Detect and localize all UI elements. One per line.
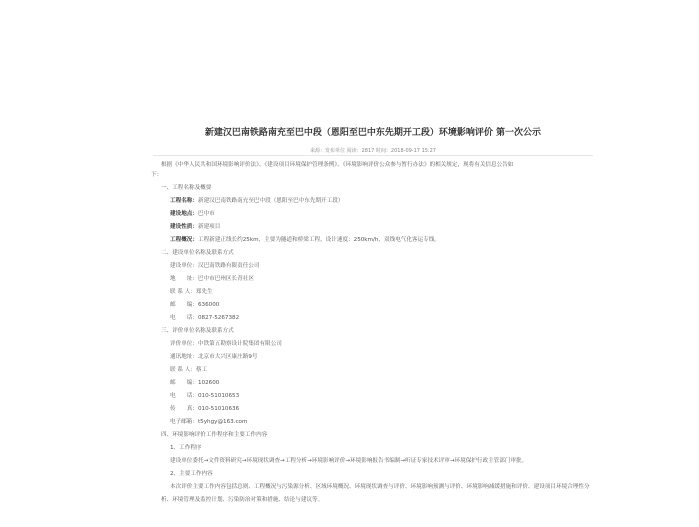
doc-line: 电 话：010-51010653 xyxy=(170,393,240,399)
doc-line: 建设单位委托→文件资料研究→环境现状调查→工程分析→环境影响评价→环境影响报告书编制→听证专家技术评审→环境保护行政主管部门审批。 xyxy=(170,458,528,464)
doc-line: 工程名称：新建汉巴南铁路南充至巴中段（恩阳至巴中东先期开工段） xyxy=(170,198,344,204)
doc-line: 电 话：0827-5267382 xyxy=(170,315,240,321)
document-meta: 来源：发布单位 阅读：2817 时间：2018-09-17 15:27 xyxy=(310,148,436,154)
doc-section-heading: 一、工程名称及概要 xyxy=(161,185,212,191)
doc-line: 通讯地址：北京市大兴区康庄路9号 xyxy=(170,354,258,360)
document-image xyxy=(143,111,603,527)
doc-section-heading: 三、评价单位名称及联系方式 xyxy=(161,328,234,334)
doc-line: 联 系 人：郑先生 xyxy=(170,289,213,295)
doc-line: 地 址：巴中市巴州区长青社区 xyxy=(170,276,254,282)
doc-line: 电子邮箱：t5yhgy@163.com xyxy=(170,419,248,425)
doc-line: 联 系 人：蔡工 xyxy=(170,367,208,373)
title-divider xyxy=(153,155,593,156)
doc-subheading: 1、工作程序 xyxy=(170,445,202,451)
doc-section-heading: 四、环境影响评价工作程序和主要工作内容 xyxy=(161,432,268,438)
doc-subheading: 2、主要工作内容 xyxy=(170,471,213,477)
doc-line: 建设性质：新建项目 xyxy=(170,224,221,230)
doc-line: 评价单位：中铁第五勘察设计院集团有限公司 xyxy=(170,341,282,347)
doc-line: 建设地点：巴中市 xyxy=(170,211,215,217)
doc-line: 本次评价主要工作内容包括总则、工程概况与污染源分析、区域环境概况、环境现状调查与评价、环境影响预测与评价、环境影响减缓措施和评价、建设项目环境合理性分 xyxy=(170,484,590,490)
doc-line: 传 真：010-51010636 xyxy=(170,406,240,412)
document-title: 新建汉巴南铁路南充至巴中段（恩阳至巴中东先期开工段）环境影响评价 第一次公示 xyxy=(204,128,542,138)
doc-section-heading: 二、建设单位名称及联系方式 xyxy=(161,250,234,256)
doc-line: 根据《中华人民共和国环境影响评价法》、《建设项目环境保护管理条例》、《环境影响评价公众参与暂行办法》的相关规定，现将有关信息公告如 xyxy=(161,162,514,168)
doc-line: 邮 编：102600 xyxy=(170,380,220,386)
doc-line: 工程概况：工程新建正线长约25km，主要为隧道和桥梁工程，设计速度：250km/h，双线电气化客运专线。 xyxy=(170,237,440,243)
doc-line: 建设单位：汉巴南铁路有限责任公司 xyxy=(170,263,260,269)
doc-line: 析、环境管理及监控计划、污染防治对策和措施、结论与建议等。 xyxy=(161,497,324,503)
doc-line: 邮 编：636000 xyxy=(170,302,220,308)
doc-line: 下： xyxy=(151,172,163,178)
